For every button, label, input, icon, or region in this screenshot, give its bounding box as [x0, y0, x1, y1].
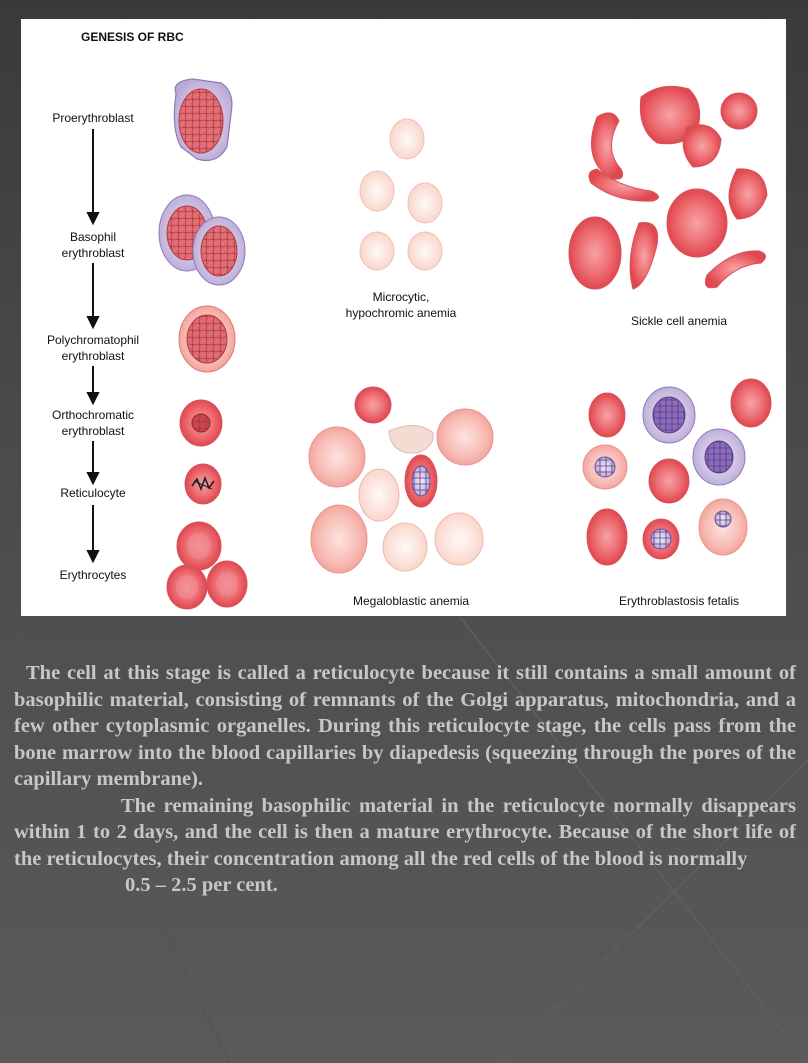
- proerythroblast-cell: [174, 79, 232, 161]
- stage-label-orthochromatic: Orthochromatic: [51, 408, 135, 422]
- stage-label-reticulocyte: Reticulocyte: [60, 486, 126, 500]
- paragraph-2: [14, 793, 796, 899]
- paragraph-1: The cell at this stage is called a reticulocyte because it still contains a small amount of basophilic material, consisting of remnants of the Golgi apparatus, mitochondria, and a few other cytoplasmic organelles. During this reticulocyte stage, the cells pass from the bone marrow into the blood capillaries by diapedesis (squeezing through the pores of the capillary membrane).: [14, 662, 796, 790]
- stage-label-polychromatophil: Polychromatophil: [46, 333, 140, 347]
- microcytic-label-2: hypochromic anemia: [345, 306, 457, 320]
- stage-label-proerythroblast: Proerythroblast: [52, 111, 134, 125]
- figure-title: GENESIS OF RBC: [81, 30, 184, 44]
- microcytic-label: Microcytic,: [372, 290, 430, 304]
- sickle-label: Sickle cell anemia: [630, 314, 728, 328]
- megaloblastic-label: Megaloblastic anemia: [352, 594, 470, 608]
- genesis-figure: [21, 19, 786, 616]
- paragraph-2-end: 0.5 – 2.5 per cent.: [125, 874, 278, 896]
- stage-label-orthochromatic-2: erythroblast: [61, 424, 125, 438]
- reticulocyte-cell: [185, 464, 221, 504]
- erythroblastosis-cells: [583, 379, 771, 565]
- stage-label-erythrocytes: Erythrocytes: [59, 568, 127, 582]
- paragraph-2-text: The remaining basophilic material in the reticulocyte normally disappears within 1 to 2 days, and the cell is then a mature erythrocyte. Because of the short life of the reticulocytes, their concentration among all the red cells of the blood is normally: [14, 794, 796, 870]
- megaloblastic-cells: [309, 387, 493, 573]
- stage-label-polychromatophil-2: erythroblast: [61, 349, 125, 363]
- basophil-erythroblast-cells: [159, 195, 245, 285]
- polychromatophil-erythroblast-cell: [179, 306, 235, 372]
- stage-label-basophil-2: erythroblast: [61, 246, 125, 260]
- orthochromatic-erythroblast-cell: [180, 400, 222, 446]
- body-text: [14, 660, 796, 899]
- stage-label-basophil: Basophil: [69, 230, 117, 244]
- microcytic-cells: [360, 119, 442, 270]
- erythrocyte-cells: [167, 522, 247, 609]
- sickle-cells: [569, 86, 767, 289]
- erythroblastosis-label: Erythroblastosis fetalis: [618, 594, 740, 608]
